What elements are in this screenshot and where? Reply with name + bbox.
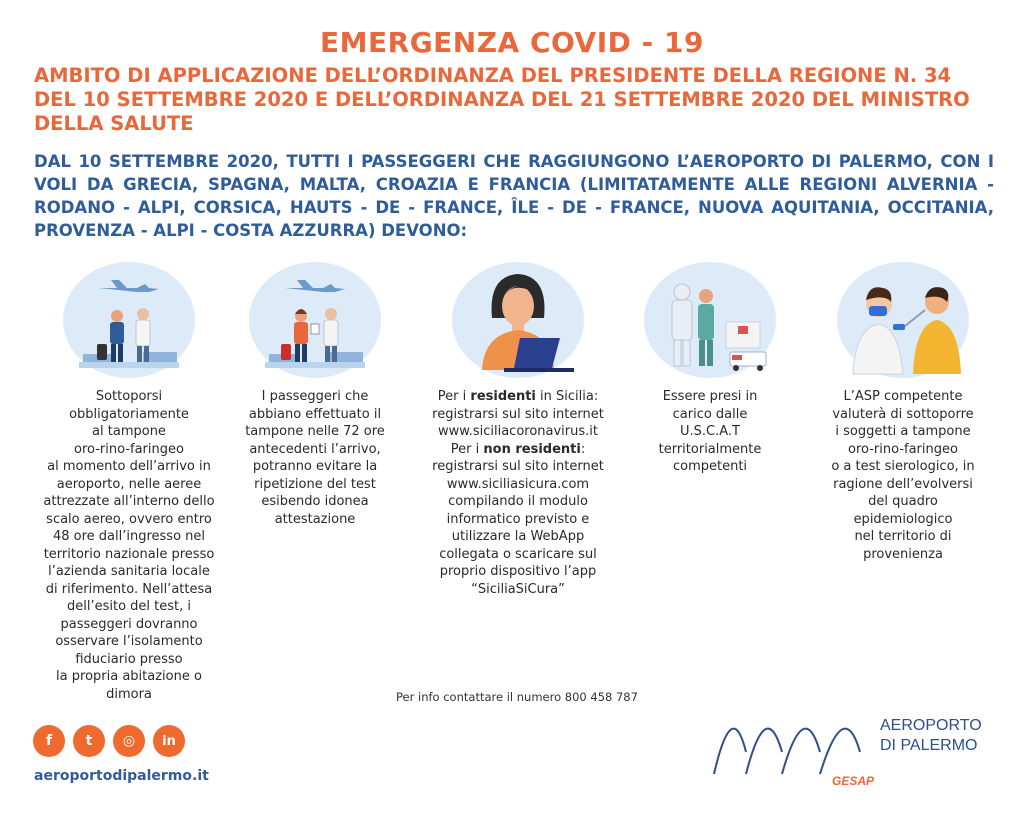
column-3-text: Per i residenti in Sicilia: registrarsi sul sito internet www.siciliacoronavirus.it Per i non residenti: registrarsi sul sito internet www.siciliasicura.com compilando il modulo informatico previsto e utilizzare la WebApp collegata o scaricare sul proprio dispositivo l’app “SiciliaSiCura” <box>432 389 604 597</box>
column-4-text: Essere presi in carico dalle U.S.C.A.T territorialmente competenti <box>658 389 762 474</box>
column-2-text: I passeggeri che abbiano effettuato il tampone nelle 72 ore antecedenti l’arrivo, potranno evitare la ripetizione del test esibendo idonea attestazione <box>245 389 385 527</box>
logo-name: AEROPORTO DI PALERMO <box>880 717 982 754</box>
airport-arrival-icon <box>59 258 199 382</box>
page-title: EMERGENZA COVID - 19 <box>320 26 704 59</box>
twitter-icon[interactable]: t <box>73 725 105 757</box>
laptop-registration-icon <box>448 258 588 382</box>
linkedin-icon[interactable]: in <box>153 725 185 757</box>
passenger-certificate-icon <box>245 258 385 382</box>
logo-brand: GESAP <box>832 774 875 788</box>
page-subtitle: AMBITO DI APPLICAZIONE DELL’ORDINANZA DEL PRESIDENTE DELLA REGIONE N. 34 DEL 10 SETTEMBRE 2020 E DELL’ORDINANZA DEL 21 SETTEMBRE 2020 DEL MINISTRO DELLA SALUTE <box>34 64 970 135</box>
column-certificate <box>240 258 390 528</box>
medical-team-icon <box>640 258 780 382</box>
column-uscat <box>640 258 780 476</box>
instagram-icon[interactable]: ◎ <box>113 725 145 757</box>
column-arrival-test <box>34 258 224 703</box>
swab-test-icon <box>833 258 973 382</box>
logo-mark-icon <box>710 702 880 782</box>
intro-paragraph: DAL 10 SETTEMBRE 2020, TUTTI I PASSEGGERI CHE RAGGIUNGONO L’AEROPORTO DI PALERMO, CON I VOLI DA GRECIA, SPAGNA, MALTA, CROAZIA E FRANCIA (LIMITATAMENTE ALLE REGIONI ALVERNIA - RODANO - ALPI, CORSICA, HAUTS - DE - FRANCE, ÎLE - DE - FRANCE, NUOVA AQUITANIA, OCCITANIA, PROVENZA - ALPI - COSTA AZZURRA) DEVONO: <box>34 152 994 240</box>
facebook-icon[interactable]: f <box>33 725 65 757</box>
column-1-text: Sottoporsi obbligatoriamente al tampone oro-rino-faringeo al momento dell’arrivo in aeroporto, nelle aeree attrezzate all’interno dello scalo aereo, ovvero entro 48 ore dall’ingresso nel territorio nazionale presso l’azienda sanitaria locale di riferimento. Nell’attesa dell’esito del test, i passeggeri dovranno osservare l’isolamento fiduciario presso la propria abitazione o dimora <box>43 389 215 702</box>
column-registration <box>418 258 618 598</box>
website-link[interactable]: aeroportodipalermo.it <box>34 768 209 784</box>
column-asp <box>818 258 988 563</box>
social-links <box>33 725 185 757</box>
column-5-text: L’ASP competente valuterà di sottoporre i soggetti a tampone oro-rino-faringeo o a test sierologico, in ragione dell’evolversi del quadro epidemiologico nel territorio di provenienza <box>831 389 975 562</box>
contact-info: Per info contattare il numero 800 458 787 <box>396 690 638 704</box>
airport-logo <box>710 702 1000 797</box>
